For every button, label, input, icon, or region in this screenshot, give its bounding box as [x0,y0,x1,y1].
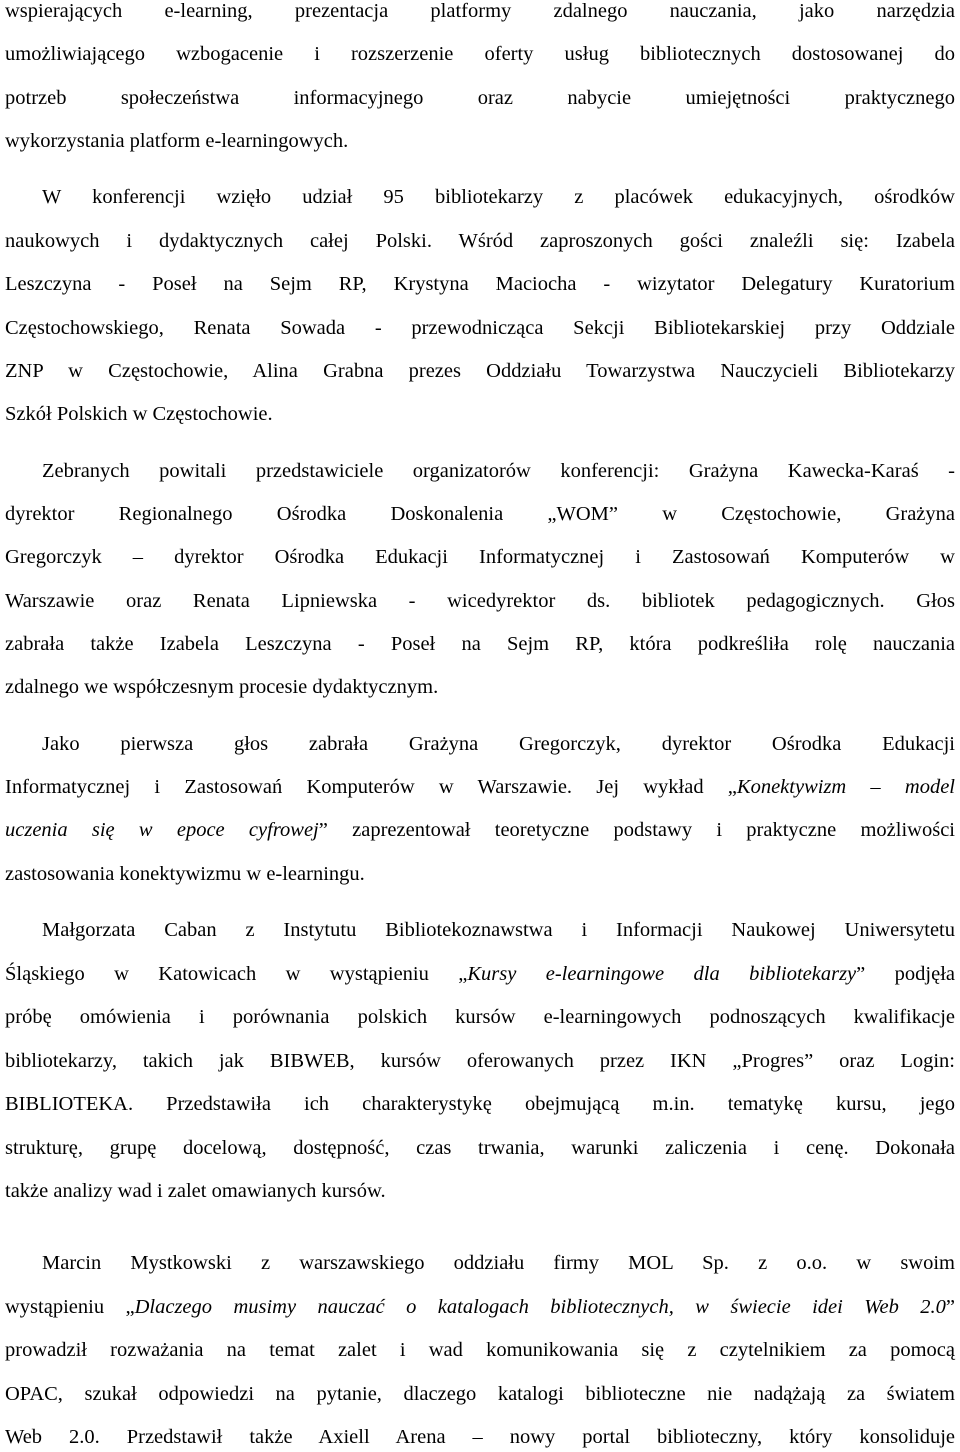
text-line: wykorzystania platform e-learningowych. [5,130,349,152]
text-line: Małgorzata Caban z Instytutu Bibliotekoznawstwa i Informacji Naukowej Uniwersytetu [42,919,955,941]
text-line: Gregorczyk – dyrektor Ośrodka Edukacji Informatycznej i Zastosowań Komputerów w [5,546,955,568]
text-line: wystąpieniu „Dlaczego musimy nauczać o katalogach bibliotecznych, w świecie idei Web 2.0” [5,1296,955,1318]
text-line: zastosowania konektywizmu w e-learningu. [5,863,365,885]
italic-title: Dlaczego musimy nauczać o katalogach bibliotecznych, w świecie idei Web 2.0 [134,1296,946,1318]
text-line: próbę omówienia i porównania polskich kursów e-learningowych podnoszących kwalifikacje [5,1006,955,1028]
text-line: OPAC, szukał odpowiedzi na pytanie, dlaczego katalogi biblioteczne nie nadążają za światem [5,1383,955,1405]
text-line: Szkół Polskich w Częstochowie. [5,403,273,425]
text-line: prowadził rozważania na temat zalet i wad komunikowania się z czytelnikiem za pomocą [5,1339,955,1361]
text-line: dyrektor Regionalnego Ośrodka Doskonalenia „WOM” w Częstochowie, Grażyna [5,503,955,525]
text-line: Web 2.0. Przedstawił także Axiell Arena – nowy portal biblioteczny, który konsoliduje [5,1426,955,1448]
text-line: Warszawie oraz Renata Lipniewska - wicedyrektor ds. bibliotek pedagogicznych. Głos [5,590,955,612]
text-line: W konferencji wzięło udział 95 bibliotekarzy z placówek edukacyjnych, ośrodków [42,186,955,208]
text-line: ZNP w Częstochowie, Alina Grabna prezes Oddziału Towarzystwa Nauczycieli Bibliotekarzy [5,360,955,382]
text-line: BIBLIOTEKA. Przedstawiła ich charakterystykę obejmującą m.in. tematykę kursu, jego [5,1093,955,1115]
italic-title: Konektywizm – model [736,776,955,798]
text-line: naukowych i dydaktycznych całej Polski. Wśród zaproszonych gości znaleźli się: Izabela [5,230,955,252]
text-line: wspierających e-learning, prezentacja platformy zdalnego nauczania, jako narzędzia [5,0,955,22]
italic-title: uczenia się w epoce cyfrowej [5,819,319,841]
text-line: potrzeb społeczeństwa informacyjnego oraz nabycie umiejętności praktycznego [5,87,955,109]
text-line: Informatycznej i Zastosowań Komputerów w Warszawie. Jej wykład „Konektywizm – model [5,776,955,798]
text-line: Śląskiego w Katowicach w wystąpieniu „Kursy e-learningowe dla bibliotekarzy” podjęła [5,963,956,985]
italic-title: Kursy e-learningowe dla bibliotekarzy [467,963,857,985]
text-line: umożliwiającego wzbogacenie i rozszerzenie oferty usług bibliotecznych dostosowanej do [5,43,955,65]
text-line: bibliotekarzy, takich jak BIBWEB, kursów oferowanych przez IKN „Progres” oraz Login: [5,1050,955,1072]
text-line: strukturę, grupę docelową, dostępność, czas trwania, warunki zaliczenia i cenę. Dokonała [5,1137,955,1159]
text-line: Zebranych powitali przedstawiciele organizatorów konferencji: Grażyna Kawecka-Karaś - [42,460,955,482]
text-line: uczenia się w epoce cyfrowej” zaprezentował teoretyczne podstawy i praktyczne możliwości [5,819,955,841]
text-line: Marcin Mystkowski z warszawskiego oddziału firmy MOL Sp. z o.o. w swoim [42,1252,955,1274]
text-line: zabrała także Izabela Leszczyna - Poseł na Sejm RP, która podkreśliła rolę nauczania [5,633,955,655]
text-line: zdalnego we współczesnym procesie dydaktycznym. [5,676,439,698]
text-line: także analizy wad i zalet omawianych kursów. [5,1180,386,1202]
text-line: Częstochowskiego, Renata Sowada - przewodnicząca Sekcji Bibliotekarskiej przy Oddziale [5,317,955,339]
text-line: Jako pierwsza głos zabrała Grażyna Gregorczyk, dyrektor Ośrodka Edukacji [42,733,955,755]
text-line: Leszczyna - Poseł na Sejm RP, Krystyna Maciocha - wizytator Delegatury Kuratorium [5,273,955,295]
